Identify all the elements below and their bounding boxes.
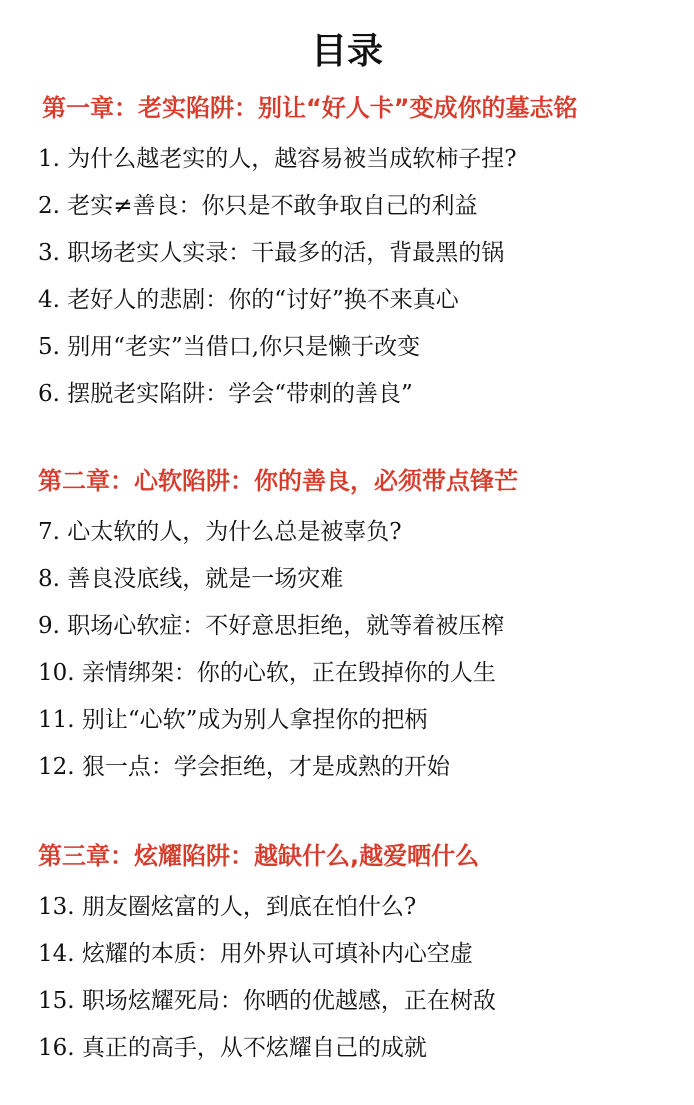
toc-item: 11. 别让“心软”成为别人拿捏你的把柄 xyxy=(38,707,428,733)
toc-item: 15. 职场炫耀死局：你晒的优越感，正在树敌 xyxy=(38,988,496,1014)
chapter-heading: 第一章：老实陷阱：别让“好人卡”变成你的墓志铭 xyxy=(42,94,578,122)
toc-item: 5. 别用“老实”当借口,你只是懒于改变 xyxy=(38,334,421,360)
toc-item: 1. 为什么越老实的人，越容易被当成软柿子捏? xyxy=(38,146,517,172)
toc-item: 3. 职场老实人实录：干最多的活，背最黑的锅 xyxy=(38,240,505,266)
toc-item: 14. 炫耀的本质：用外界认可填补内心空虚 xyxy=(38,941,473,967)
chapter-1-section xyxy=(0,88,694,418)
page-title: 目录 xyxy=(310,31,383,73)
chapter-3-section xyxy=(0,836,694,1072)
chapter-heading: 第二章：心软陷阱：你的善良，必须带点锋芒 xyxy=(38,467,518,495)
chapter-item-list xyxy=(0,884,694,1072)
toc-item: 10. 亲情绑架：你的心软，正在毁掉你的人生 xyxy=(38,660,496,686)
toc-item: 8. 善良没底线，就是一场灾难 xyxy=(38,566,344,592)
chapter-item-list xyxy=(0,509,694,791)
toc-item: 9. 职场心软症：不好意思拒绝，就等着被压榨 xyxy=(38,613,505,639)
toc-item: 12. 狠一点：学会拒绝，才是成熟的开始 xyxy=(38,754,450,780)
toc-item: 16. 真正的高手，从不炫耀自己的成就 xyxy=(38,1035,427,1061)
toc-item: 13. 朋友圈炫富的人，到底在怕什么? xyxy=(38,894,417,920)
toc-item: 7. 心太软的人，为什么总是被辜负? xyxy=(38,519,402,545)
toc-item: 4. 老好人的悲剧：你的“讨好”换不来真心 xyxy=(38,287,459,313)
chapter-heading: 第三章：炫耀陷阱：越缺什么,越爱晒什么 xyxy=(38,842,480,870)
chapter-2-section xyxy=(0,461,694,791)
toc-item: 6. 摆脱老实陷阱：学会“带刺的善良” xyxy=(38,381,413,407)
chapter-item-list xyxy=(0,136,694,418)
toc-item: 2. 老实≠善良：你只是不敢争取自己的利益 xyxy=(38,193,478,219)
